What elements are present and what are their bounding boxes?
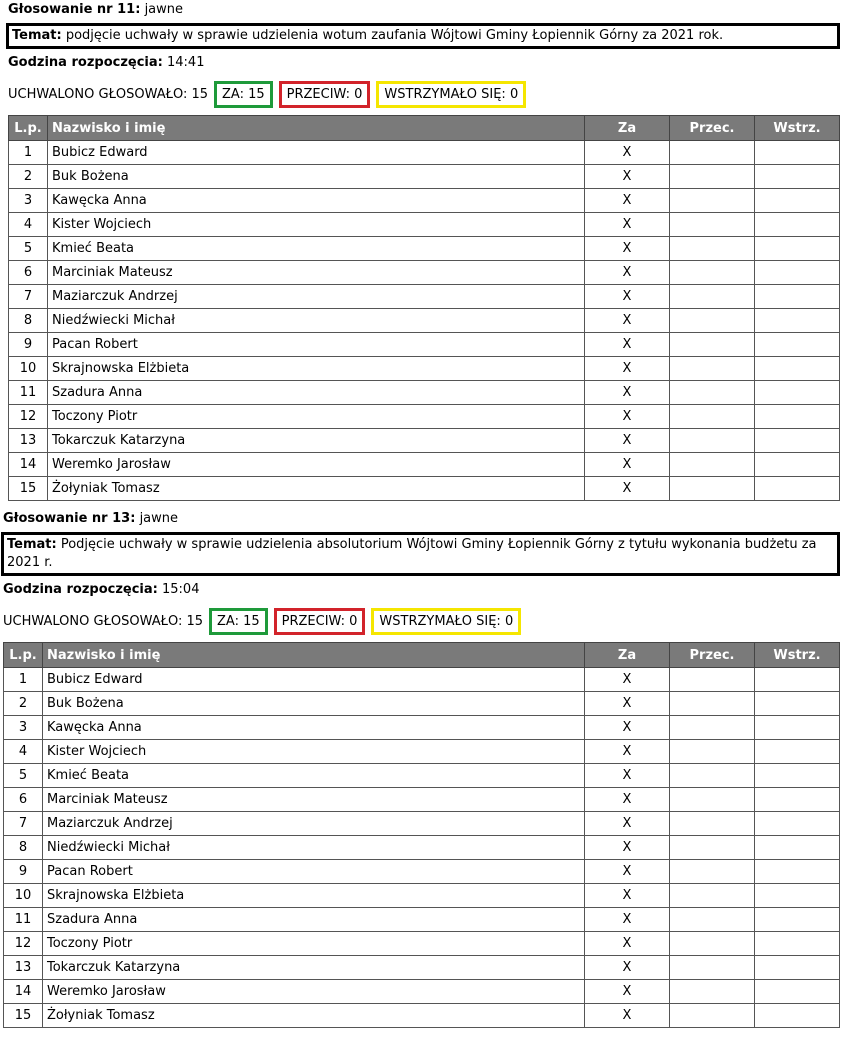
cell-za: X <box>585 213 670 237</box>
cell-name: Żołyniak Tomasz <box>48 477 585 501</box>
cell-wstrz <box>755 908 840 932</box>
table-header-row <box>4 643 840 668</box>
cell-za: X <box>585 453 670 477</box>
cell-przec <box>670 980 755 1004</box>
cell-przec <box>670 884 755 908</box>
cell-name: Tokarczuk Katarzyna <box>43 956 585 980</box>
topic-box <box>6 23 840 49</box>
cell-name: Buk Bożena <box>43 692 585 716</box>
cell-wstrz <box>755 453 840 477</box>
wstrzymalo-count-box: WSTRZYMAŁO SIĘ: 0 <box>376 81 526 108</box>
cell-przec <box>670 141 755 165</box>
cell-lp: 7 <box>4 812 43 836</box>
cell-przec <box>670 429 755 453</box>
cell-wstrz <box>755 309 840 333</box>
cell-wstrz <box>755 980 840 1004</box>
cell-wstrz <box>755 213 840 237</box>
cell-za: X <box>585 860 670 884</box>
cell-name: Niedźwiecki Michał <box>43 836 585 860</box>
cell-przec <box>670 860 755 884</box>
cell-przec <box>670 165 755 189</box>
column-header-name: Nazwisko i imię <box>48 116 585 141</box>
cell-name: Weremko Jarosław <box>43 980 585 1004</box>
cell-lp: 6 <box>4 788 43 812</box>
cell-przec <box>670 1004 755 1028</box>
start-time-value: 15:04 <box>162 582 200 597</box>
cell-przec <box>670 716 755 740</box>
cell-za: X <box>585 333 670 357</box>
column-header-name: Nazwisko i imię <box>43 643 585 668</box>
cell-lp: 11 <box>4 908 43 932</box>
cell-za: X <box>585 381 670 405</box>
cell-lp: 14 <box>9 453 48 477</box>
column-header-za: Za <box>585 116 670 141</box>
cell-name: Bubicz Edward <box>43 668 585 692</box>
column-header-lp: L.p. <box>4 643 43 668</box>
cell-wstrz <box>755 956 840 980</box>
table-row <box>4 764 840 788</box>
cell-przec <box>670 333 755 357</box>
cell-lp: 10 <box>4 884 43 908</box>
cell-za: X <box>585 165 670 189</box>
cell-za: X <box>585 716 670 740</box>
table-row <box>9 213 840 237</box>
cell-przec <box>670 261 755 285</box>
table-row <box>9 141 840 165</box>
cell-za: X <box>585 788 670 812</box>
vote-section <box>8 0 840 501</box>
cell-name: Maziarczuk Andrzej <box>43 812 585 836</box>
cell-za: X <box>585 237 670 261</box>
cell-name: Marciniak Mateusz <box>43 788 585 812</box>
cell-name: Buk Bożena <box>48 165 585 189</box>
start-time-label: Godzina rozpoczęcia: <box>3 582 158 597</box>
cell-lp: 15 <box>4 1004 43 1028</box>
table-row <box>4 860 840 884</box>
cell-przec <box>670 668 755 692</box>
cell-przec <box>670 213 755 237</box>
cell-name: Skrajnowska Elżbieta <box>43 884 585 908</box>
table-row <box>9 381 840 405</box>
column-header-przec: Przec. <box>670 643 755 668</box>
cell-lp: 3 <box>9 189 48 213</box>
table-row <box>4 716 840 740</box>
column-header-wstrz: Wstrz. <box>755 643 840 668</box>
cell-wstrz <box>755 740 840 764</box>
cell-lp: 13 <box>4 956 43 980</box>
cell-przec <box>670 309 755 333</box>
table-row <box>4 692 840 716</box>
vote-number-label: Głosowanie nr 11: <box>8 2 141 17</box>
table-row <box>9 261 840 285</box>
column-header-lp: L.p. <box>9 116 48 141</box>
cell-name: Kmieć Beata <box>48 237 585 261</box>
topic-label: Temat: <box>12 28 62 43</box>
start-time-label: Godzina rozpoczęcia: <box>8 55 163 70</box>
cell-name: Żołyniak Tomasz <box>43 1004 585 1028</box>
cell-przec <box>670 812 755 836</box>
cell-lp: 9 <box>4 860 43 884</box>
cell-lp: 8 <box>4 836 43 860</box>
table-row <box>9 237 840 261</box>
cell-za: X <box>585 884 670 908</box>
cell-name: Szadura Anna <box>48 381 585 405</box>
cell-przec <box>670 285 755 309</box>
cell-za: X <box>585 141 670 165</box>
cell-za: X <box>585 1004 670 1028</box>
cell-name: Toczony Piotr <box>48 405 585 429</box>
table-row <box>9 405 840 429</box>
cell-name: Kister Wojciech <box>43 740 585 764</box>
cell-name: Niedźwiecki Michał <box>48 309 585 333</box>
topic-box <box>1 532 840 576</box>
column-header-za: Za <box>585 643 670 668</box>
table-row <box>4 668 840 692</box>
za-count-box: ZA: 15 <box>214 81 273 108</box>
cell-name: Marciniak Mateusz <box>48 261 585 285</box>
cell-name: Kmieć Beata <box>43 764 585 788</box>
cell-lp: 2 <box>4 692 43 716</box>
cell-wstrz <box>755 1004 840 1028</box>
table-row <box>4 812 840 836</box>
table-row <box>9 189 840 213</box>
cell-wstrz <box>755 932 840 956</box>
cell-name: Toczony Piotr <box>43 932 585 956</box>
start-time-value: 14:41 <box>167 55 205 70</box>
cell-name: Tokarczuk Katarzyna <box>48 429 585 453</box>
table-row <box>4 980 840 1004</box>
cell-wstrz <box>755 692 840 716</box>
cell-wstrz <box>755 812 840 836</box>
cell-przec <box>670 381 755 405</box>
cell-za: X <box>585 189 670 213</box>
cell-za: X <box>585 668 670 692</box>
za-count-box: ZA: 15 <box>209 608 268 635</box>
start-time-line <box>8 53 840 73</box>
cell-wstrz <box>755 668 840 692</box>
table-row <box>9 309 840 333</box>
cell-za: X <box>585 477 670 501</box>
cell-przec <box>670 740 755 764</box>
cell-lp: 7 <box>9 285 48 309</box>
cell-wstrz <box>755 884 840 908</box>
table-row <box>4 908 840 932</box>
cell-lp: 15 <box>9 477 48 501</box>
cell-name: Skrajnowska Elżbieta <box>48 357 585 381</box>
table-row <box>9 285 840 309</box>
cell-wstrz <box>755 381 840 405</box>
table-row <box>9 477 840 501</box>
cell-lp: 12 <box>9 405 48 429</box>
cell-za: X <box>585 740 670 764</box>
przeciw-count-box: PRZECIW: 0 <box>279 81 371 108</box>
topic-text: Podjęcie uchwały w sprawie udzielenia absolutorium Wójtowi Gminy Łopiennik Górny z tytułu wykonania budżetu za 2021 r. <box>7 537 817 570</box>
cell-lp: 2 <box>9 165 48 189</box>
cell-wstrz <box>755 477 840 501</box>
cell-lp: 13 <box>9 429 48 453</box>
topic-label: Temat: <box>7 537 57 552</box>
cell-przec <box>670 908 755 932</box>
cell-lp: 12 <box>4 932 43 956</box>
cell-za: X <box>585 405 670 429</box>
cell-name: Bubicz Edward <box>48 141 585 165</box>
cell-przec <box>670 788 755 812</box>
cell-przec <box>670 692 755 716</box>
cell-wstrz <box>755 716 840 740</box>
cell-lp: 9 <box>9 333 48 357</box>
cell-wstrz <box>755 429 840 453</box>
cell-wstrz <box>755 357 840 381</box>
cell-przec <box>670 189 755 213</box>
cell-wstrz <box>755 189 840 213</box>
table-row <box>4 956 840 980</box>
vote-header <box>3 509 840 529</box>
cell-lp: 5 <box>4 764 43 788</box>
summary-text: UCHWALONO GŁOSOWAŁO: 15 <box>3 613 204 629</box>
cell-name: Kister Wojciech <box>48 213 585 237</box>
cell-przec <box>670 357 755 381</box>
cell-za: X <box>585 836 670 860</box>
vote-number-label: Głosowanie nr 13: <box>3 511 136 526</box>
vote-header <box>8 0 840 20</box>
cell-name: Pacan Robert <box>43 860 585 884</box>
cell-przec <box>670 836 755 860</box>
vote-type: jawne <box>144 2 184 17</box>
wstrzymalo-count-box: WSTRZYMAŁO SIĘ: 0 <box>371 608 521 635</box>
cell-za: X <box>585 429 670 453</box>
cell-lp: 4 <box>4 740 43 764</box>
cell-za: X <box>585 357 670 381</box>
cell-lp: 10 <box>9 357 48 381</box>
cell-lp: 4 <box>9 213 48 237</box>
vote-table <box>8 115 840 501</box>
cell-przec <box>670 477 755 501</box>
cell-za: X <box>585 764 670 788</box>
table-row <box>9 453 840 477</box>
cell-lp: 3 <box>4 716 43 740</box>
cell-wstrz <box>755 836 840 860</box>
table-row <box>4 836 840 860</box>
cell-przec <box>670 932 755 956</box>
cell-lp: 5 <box>9 237 48 261</box>
vote-table <box>3 642 840 1028</box>
cell-za: X <box>585 692 670 716</box>
cell-name: Szadura Anna <box>43 908 585 932</box>
cell-wstrz <box>755 141 840 165</box>
cell-wstrz <box>755 405 840 429</box>
start-time-line <box>3 580 840 600</box>
table-row <box>9 333 840 357</box>
cell-wstrz <box>755 165 840 189</box>
cell-za: X <box>585 285 670 309</box>
cell-za: X <box>585 309 670 333</box>
cell-lp: 8 <box>9 309 48 333</box>
cell-lp: 11 <box>9 381 48 405</box>
cell-za: X <box>585 956 670 980</box>
cell-przec <box>670 956 755 980</box>
przeciw-count-box: PRZECIW: 0 <box>274 608 366 635</box>
cell-wstrz <box>755 333 840 357</box>
topic-text: podjęcie uchwały w sprawie udzielenia wotum zaufania Wójtowi Gminy Łopiennik Górny za 2021 rok. <box>65 28 724 43</box>
cell-name: Pacan Robert <box>48 333 585 357</box>
table-row <box>4 788 840 812</box>
cell-za: X <box>585 980 670 1004</box>
table-row <box>4 740 840 764</box>
cell-za: X <box>585 908 670 932</box>
vote-type: jawne <box>139 511 179 526</box>
cell-name: Weremko Jarosław <box>48 453 585 477</box>
cell-wstrz <box>755 860 840 884</box>
cell-name: Kawęcka Anna <box>43 716 585 740</box>
column-header-przec: Przec. <box>670 116 755 141</box>
cell-za: X <box>585 932 670 956</box>
table-row <box>4 884 840 908</box>
cell-wstrz <box>755 764 840 788</box>
cell-za: X <box>585 812 670 836</box>
vote-summary <box>3 606 840 636</box>
cell-wstrz <box>755 788 840 812</box>
cell-przec <box>670 405 755 429</box>
summary-text: UCHWALONO GŁOSOWAŁO: 15 <box>8 86 209 102</box>
table-row <box>9 165 840 189</box>
table-row <box>4 932 840 956</box>
column-header-wstrz: Wstrz. <box>755 116 840 141</box>
cell-za: X <box>585 261 670 285</box>
table-row <box>4 1004 840 1028</box>
cell-przec <box>670 764 755 788</box>
table-row <box>9 357 840 381</box>
table-row <box>9 429 840 453</box>
cell-lp: 6 <box>9 261 48 285</box>
cell-lp: 1 <box>9 141 48 165</box>
table-header-row <box>9 116 840 141</box>
cell-lp: 1 <box>4 668 43 692</box>
vote-section <box>3 509 840 1028</box>
cell-name: Kawęcka Anna <box>48 189 585 213</box>
vote-summary <box>8 79 840 109</box>
cell-lp: 14 <box>4 980 43 1004</box>
cell-przec <box>670 453 755 477</box>
cell-wstrz <box>755 285 840 309</box>
cell-wstrz <box>755 237 840 261</box>
cell-name: Maziarczuk Andrzej <box>48 285 585 309</box>
cell-przec <box>670 237 755 261</box>
cell-wstrz <box>755 261 840 285</box>
